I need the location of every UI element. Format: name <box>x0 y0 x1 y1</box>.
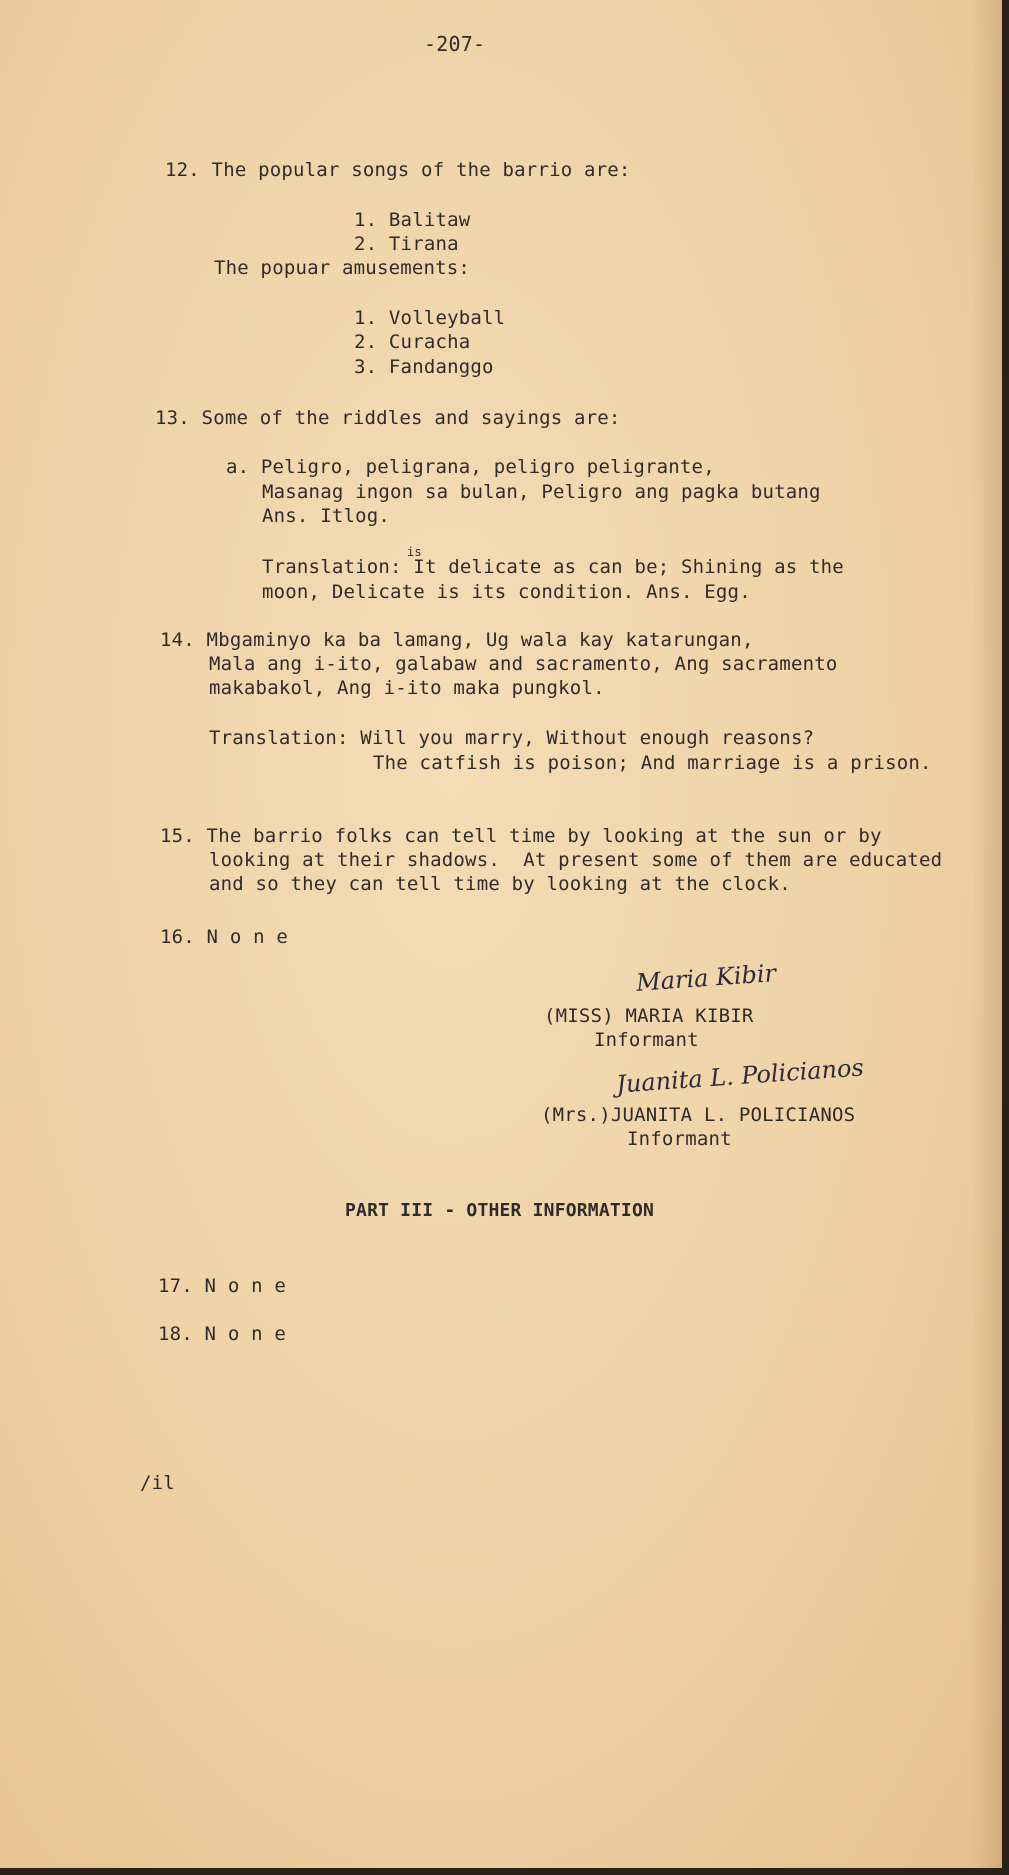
informant-role: Informant <box>627 1128 732 1150</box>
item-17: 17. N o n e <box>158 1275 287 1297</box>
section-heading: PART III - OTHER INFORMATION <box>345 1200 655 1221</box>
translation-line: Translation: Will you marry, Without enough reasons? <box>209 727 815 749</box>
saying-line: 14. Mbgaminyo ka ba lamang, Ug wala kay katarungan, <box>160 629 754 651</box>
translation-line: moon, Delicate is its condition. Ans. Egg. <box>262 581 751 603</box>
song-item: 2. Tirana <box>354 233 459 255</box>
item-12-intro: 12. The popular songs of the barrio are: <box>165 159 631 181</box>
typist-initials: /il <box>140 1472 175 1494</box>
page-number: -207- <box>424 32 486 56</box>
riddle-line: Masanag ingon sa bulan, Peligro ang pagka butang <box>262 481 821 503</box>
riddle-line: a. Peligro, peligrana, peligro peligrante, <box>226 456 715 478</box>
informant-name: (MISS) MARIA KIBIR <box>544 1005 754 1027</box>
amusement-item: 1. Volleyball <box>354 307 506 329</box>
item-15-line: 15. The barrio folks can tell time by looking at the sun or by <box>160 825 882 847</box>
informant-name: (Mrs.)JUANITA L. POLICIANOS <box>541 1104 856 1126</box>
signature-maria-kibir: Maria Kibir <box>635 959 777 997</box>
handwritten-insertion: is <box>407 545 422 559</box>
song-item: 1. Balitaw <box>354 209 471 231</box>
signature-juanita-policianos: Juanita L. Policianos <box>615 1053 865 1099</box>
saying-line: Mala ang i-ito, galabaw and sacramento, Ang sacramento <box>209 653 838 675</box>
riddle-answer: Ans. Itlog. <box>262 505 391 527</box>
amusements-label: The popuar amusements: <box>214 257 471 279</box>
item-15-line: looking at their shadows. At present some of them are educated <box>209 849 943 871</box>
translation-line: Translation: It delicate as can be; Shining as the <box>262 556 844 578</box>
item-16: 16. N o n e <box>160 926 289 948</box>
item-13-intro: 13. Some of the riddles and sayings are: <box>155 407 621 429</box>
item-18: 18. N o n e <box>158 1323 287 1345</box>
saying-line: makabakol, Ang i-ito maka pungkol. <box>209 677 605 699</box>
amusement-item: 2. Curacha <box>354 331 471 353</box>
amusement-item: 3. Fandanggo <box>354 356 494 378</box>
informant-role: Informant <box>594 1029 699 1051</box>
translation-line: The catfish is poison; And marriage is a prison. <box>373 752 932 774</box>
item-15-line: and so they can tell time by looking at the clock. <box>209 873 791 895</box>
